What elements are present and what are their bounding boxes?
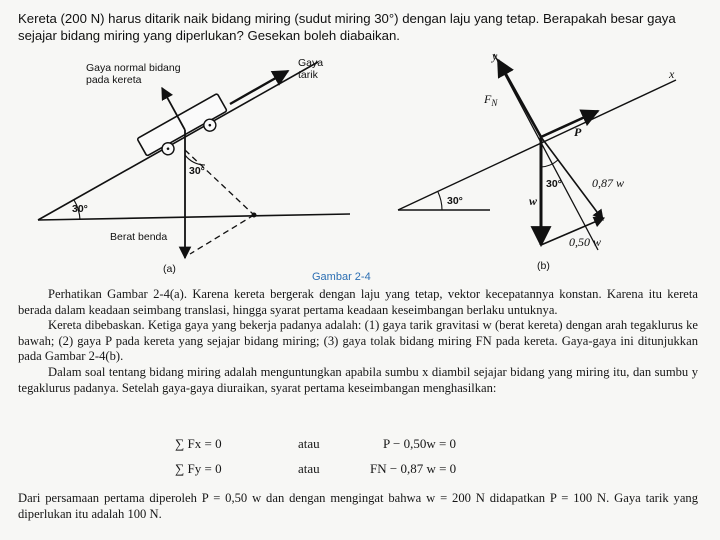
angle-label-inner-b: 30° [546,178,562,190]
equation-1-mid: atau [298,436,320,451]
figure-svg [0,40,720,285]
p-force-arrow-b [541,111,598,137]
angle-label-base-b: 30° [447,195,463,207]
equation-2-right: FN − 0,87 w = 0 [370,461,457,476]
paragraph-2: Kereta dibebaskan. Ketiga gaya yang bekerja padanya adalah: (1) gaya tarik gravitasi w (berat kereta) dengan arah tegaklurus ke bawah; (2) gaya P pada kereta yang sejajar bidang miring; (3) gaya tolak bidang miring FN pada kereta. Gaya-gaya ini ditunjukkan pada Gambar 2-4(b). [18,318,698,364]
equation-1-left: ∑ Fx = 0 [175,436,222,451]
paragraph-1: Perhatikan Gambar 2-4(a). Karena kereta bergerak dengan laju yang tetap, vektor kecepatannya konstan. Karena itu kereta berada dalam keadaan seimbang translasi, hingga syarat pertama keadaan keseimbangan berlaku untuknya. [18,287,698,317]
problem-statement: Kereta (200 N) harus ditarik naik bidang miring (sudut miring 30°) dengan laju yang tetap. Berapakah besar gaya sejajar bidang miring yang diperlukan? Gesekan boleh diabaikan. [18,11,676,43]
label-par-comp: 0,50 w [569,235,602,249]
dashed-component-a [185,150,254,215]
angle-label-inner-a: 30° [189,165,205,177]
label-pull-line2: tarik [298,69,318,81]
figure-2-4 [0,40,720,285]
equation-1-right: P − 0,50w = 0 [383,436,457,451]
axis-y-label: y [492,49,498,63]
figure-a-tag: (a) [163,263,176,275]
label-normal-line1: Gaya normal bidang [86,62,181,74]
pull-force-arrow-a [230,71,288,104]
label-w: w [529,194,538,208]
figure-b [398,49,676,272]
body-paragraphs [18,287,698,396]
paragraph-3: Dalam soal tentang bidang miring adalah menguntungkan apabila sumbu x diambil sejajar bidang yang miring itu, dan sumbu y tegaklurus padanya. Setelah gaya-gaya diuraikan, syarat pertama keseimbangan menghasilkan: [18,364,698,395]
dashed-component-b [190,215,254,254]
figure-a [38,57,350,275]
angle-label-base-a: 30° [72,203,88,215]
x-axis-b [398,80,676,210]
angle-arc-base-b [438,192,442,210]
label-p: P [574,125,582,139]
label-perp-comp: 0,87 w [592,176,625,190]
figure-caption: Gambar 2-4 [312,271,371,283]
label-fn: $F_N$ [484,92,498,108]
label-weight: Berat benda [110,231,168,243]
figure-b-tag: (b) [537,260,550,272]
normal-force-arrow-b [498,60,541,137]
axis-x-label: x [669,67,675,81]
label-normal-line2: pada kereta [86,74,142,86]
equation-2-mid: atau [298,461,320,476]
angle-arc-inner-b [541,160,558,167]
conclusion: Dari persamaan pertama diperoleh P = 0,50 w dan dengan mengingat bahwa w = 200 N didapatkan P = 100 N. Gaya tarik yang diperlukan itu adalah 100 N. [18,491,698,521]
equation-2-left: ∑ Fy = 0 [175,461,222,476]
label-pull-line1: Gaya [298,57,324,69]
incline-line-a [38,62,318,220]
